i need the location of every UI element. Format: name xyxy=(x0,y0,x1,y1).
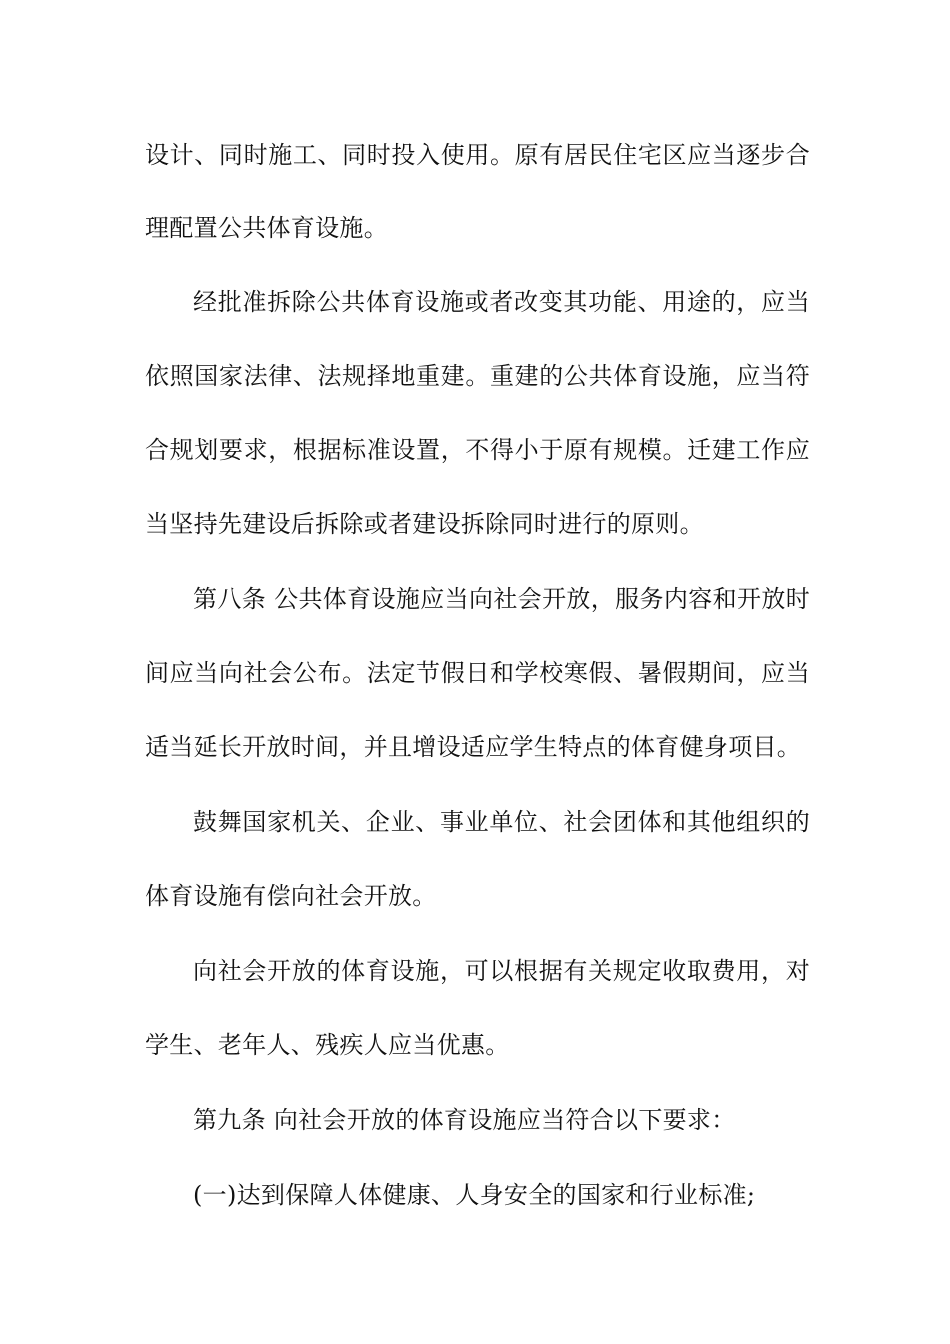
text-line: 学生、老年人、残疾人应当优惠。 xyxy=(145,1031,510,1059)
article-heading-line: 第八条 公共体育设施应当向社会开放，服务内容和开放时 xyxy=(193,585,810,613)
text-line: 当坚持先建设后拆除或者建设拆除同时进行的原则。 xyxy=(145,510,704,538)
text-line: 设计、同时施工、同时投入使用。原有居民住宅区应当逐步合 xyxy=(145,141,810,169)
text-line: 鼓舞国家机关、企业、事业单位、社会团体和其他组织的 xyxy=(193,808,810,836)
article-heading-line: 第九条 向社会开放的体育设施应当符合以下要求： xyxy=(193,1106,736,1134)
text-line: 经批准拆除公共体育设施或者改变其功能、用途的，应当 xyxy=(193,288,810,316)
text-line: 理配置公共体育设施。 xyxy=(145,214,388,242)
text-line: 间应当向社会公布。法定节假日和学校寒假、暑假期间，应当 xyxy=(145,659,810,687)
text-line: 合规划要求，根据标准设置，不得小于原有规模。迁建工作应 xyxy=(145,436,810,464)
text-line: 适当延长开放时间，并且增设适应学生特点的体育健身项目。 xyxy=(145,733,802,761)
text-line: 体育设施有偿向社会开放。 xyxy=(145,882,437,910)
text-line: 依照国家法律、法规择地重建。重建的公共体育设施，应当符 xyxy=(145,362,810,390)
text-line: 向社会开放的体育设施，可以根据有关规定收取费用，对 xyxy=(193,957,810,985)
list-item-line: (一)达到保障人体健康、人身安全的国家和行业标准; xyxy=(193,1181,756,1209)
